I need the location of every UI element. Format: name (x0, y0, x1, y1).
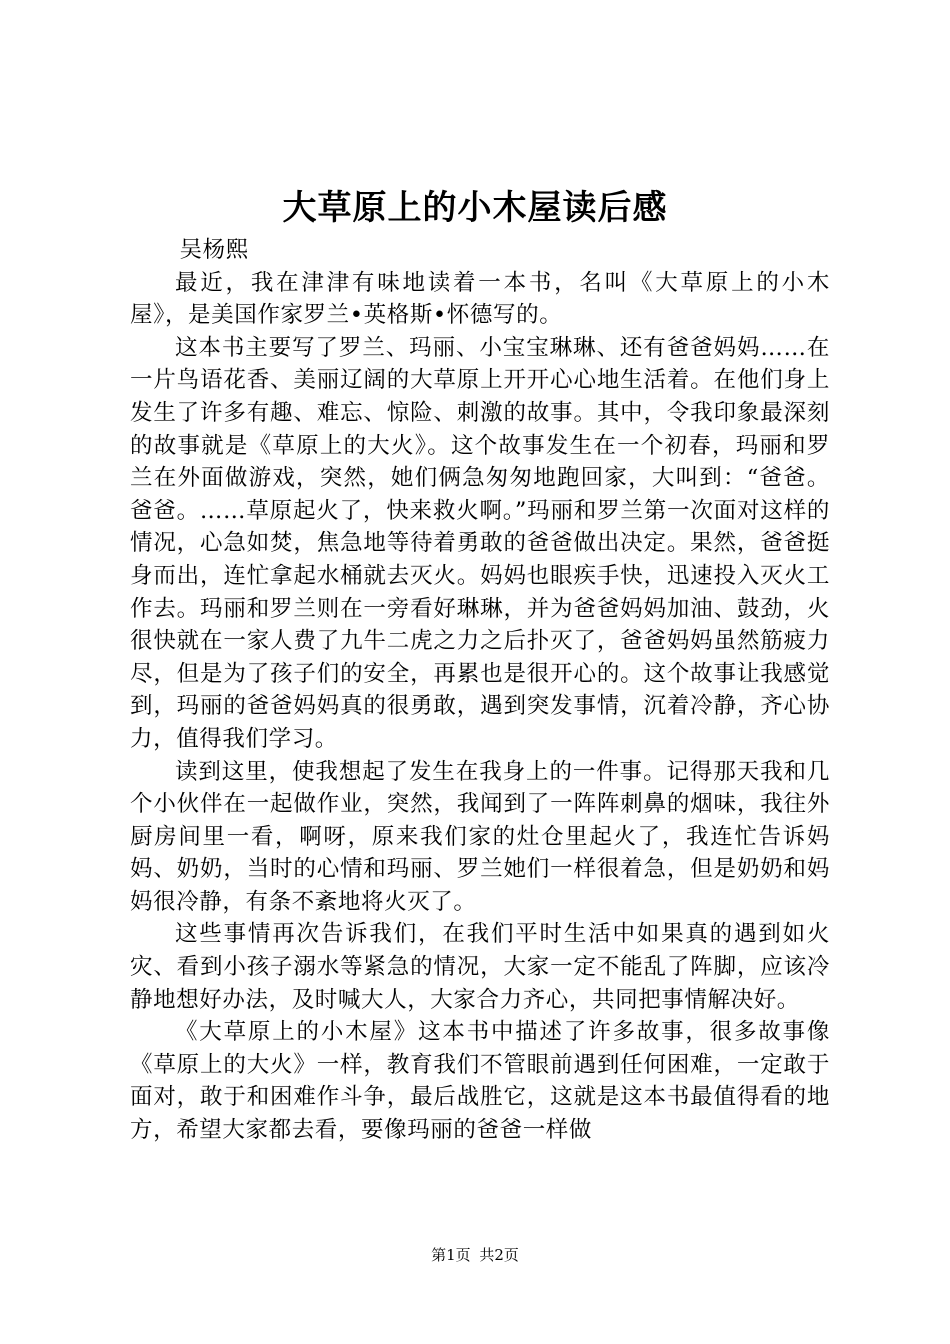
paragraph-4: 这些事情再次告诉我们，在我们平时生活中如果真的遇到如火灾、看到小孩子溺水等紧急的情况，大家一定不能乱了阵脚，应该冷静地想好办法，及时喊大人，大家合力齐心，共同把事情解决好。 (130, 921, 830, 1013)
page-footer (0, 1245, 950, 1265)
paragraph-1: 最近，我在津津有味地读着一本书，名叫《大草原上的小木屋》，是美国作家罗兰•英格斯•怀德写的。 (130, 269, 830, 329)
page-total: 共2页 (479, 1246, 519, 1264)
document-body (130, 234, 830, 1147)
page-number: 第1页 (431, 1246, 471, 1264)
paragraph-5: 《大草原上的小木屋》这本书中描述了许多故事，很多故事像《草原上的大火》一样，教育我们不管眼前遇到任何困难，一定敢于面对，敢于和困难作斗争，最后战胜它，这就是这本书最值得看的地方，希望大家都去看，要像玛丽的爸爸一样做 (130, 1019, 830, 1144)
paragraph-3: 读到这里，使我想起了发生在我身上的一件事。记得那天我和几个小伙伴在一起做作业，突然，我闻到了一阵阵刺鼻的烟味，我往外厨房间里一看，啊呀，原来我们家的灶仓里起火了，我连忙告诉妈妈、奶奶，当时的心情和玛丽、罗兰她们一样很着急，但是奶奶和妈妈很冷静，有条不紊地将火灭了。 (130, 758, 830, 915)
document-title: 大草原上的小木屋读后感 (282, 188, 668, 228)
paragraph-2: 这本书主要写了罗兰、玛丽、小宝宝琳琳、还有爸爸妈妈……在一片鸟语花香、美丽辽阔的大草原上开开心心地生活着。在他们身上发生了许多有趣、难忘、惊险、刺激的故事。其中，令我印象最深刻的故事就是《草原上的大火》。这个故事发生在一个初春，玛丽和罗兰在外面做游戏，突然，她们俩急匆匆地跑回家，大叫到：“爸爸。爸爸。……草原起火了，快来救火啊。”玛丽和罗兰第一次面对这样的情况，心急如焚，焦急地等待着勇敢的爸爸做出决定。果然，爸爸挺身而出，连忙拿起水桶就去灭火。妈妈也眼疾手快，迅速投入灭火工作去。玛丽和罗兰则在一旁看好琳琳，并为爸爸妈妈加油、鼓劲，火很快就在一家人费了九牛二虎之力之后扑灭了，爸爸妈妈虽然筋疲力尽，但是为了孩子们的安全，再累也是很开心的。这个故事让我感觉到，玛丽的爸爸妈妈真的很勇敢，遇到突发事情，沉着冷静，齐心协力，值得我们学习。 (130, 334, 830, 752)
author-name: 吴杨熙 (179, 237, 249, 263)
